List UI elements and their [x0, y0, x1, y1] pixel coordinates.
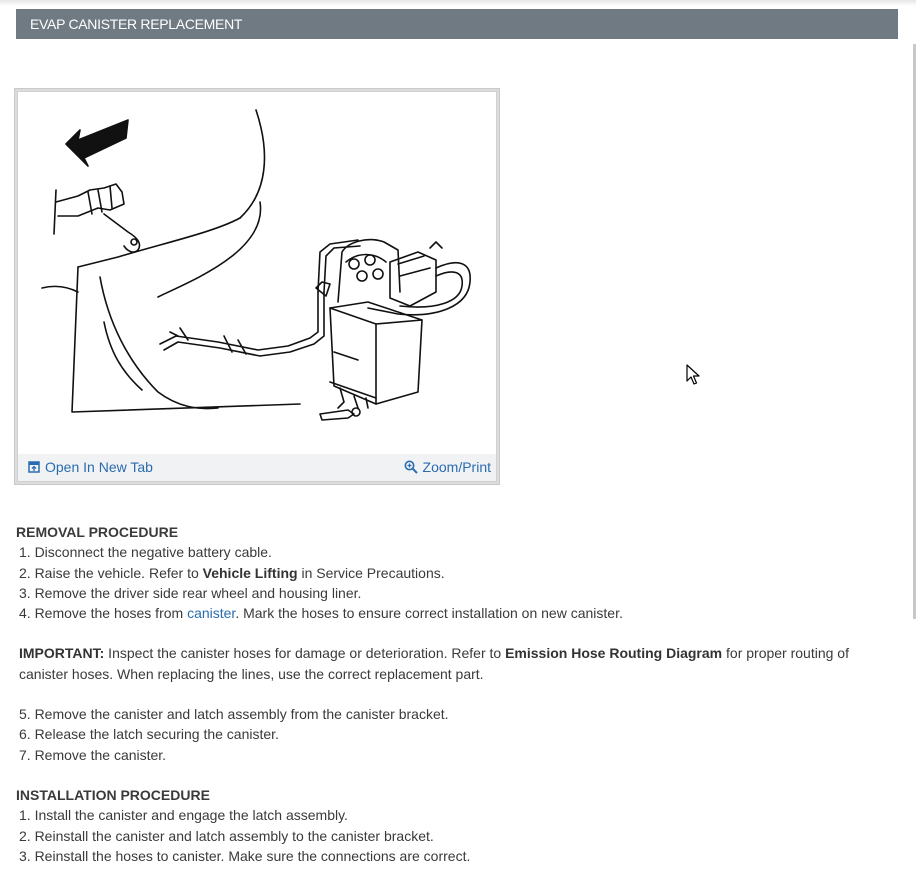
zoom-print-label: Zoom/Print — [422, 459, 491, 475]
installation-step-3: 3. Reinstall the hoses to canister. Make sure the connections are correct. — [19, 847, 471, 864]
zoom-magnifier-icon — [404, 460, 418, 474]
mouse-cursor-icon — [686, 364, 700, 386]
removal-heading: REMOVAL PROCEDURE — [16, 524, 179, 540]
figure-panel — [14, 88, 500, 485]
spacer — [16, 623, 900, 643]
procedure-content — [16, 522, 900, 866]
removal-step-3: 3. Remove the driver side rear wheel and housing liner. — [19, 584, 362, 601]
open-in-new-tab-label: Open In New Tab — [45, 459, 153, 475]
installation-step-1: 1. Install the canister and engage the latch assembly. — [19, 807, 348, 824]
installation-heading: INSTALLATION PROCEDURE — [16, 786, 210, 803]
figure-frame — [17, 91, 497, 482]
emission-hose-diagram-ref: Emission Hose Routing Diagram — [505, 645, 723, 662]
important-text-suffix: for proper routing of canister hoses. When replacing the lines, use the correct replacement part. — [19, 645, 849, 682]
page-title: EVAP CANISTER REPLACEMENT — [16, 9, 898, 39]
removal-step-2-suffix: in Service Precautions. — [297, 564, 445, 581]
spacer — [16, 684, 900, 704]
open-new-tab-icon — [28, 461, 40, 473]
figure-toolbar — [18, 454, 496, 481]
removal-step-6: 6. Release the latch securing the canister. — [19, 726, 279, 743]
removal-step-7: 7. Remove the canister. — [19, 746, 167, 763]
removal-step-5: 5. Remove the canister and latch assembly from the canister bracket. — [19, 706, 449, 723]
removal-step-1: 1. Disconnect the negative battery cable. — [19, 544, 272, 561]
zoom-print-link[interactable] — [404, 459, 491, 475]
open-in-new-tab-link[interactable] — [28, 459, 153, 475]
removal-step-4 — [16, 603, 900, 623]
important-label: IMPORTANT: — [19, 645, 105, 662]
top-edge — [0, 0, 916, 6]
installation-step-2: 2. Reinstall the canister and latch assembly to the canister bracket. — [19, 827, 434, 844]
canister-link[interactable]: canister — [187, 605, 236, 622]
removal-step-2-text: 2. Raise the vehicle. Refer to — [19, 564, 203, 581]
important-note — [16, 643, 900, 684]
important-text: Inspect the canister hoses for damage or deterioration. Refer to — [104, 645, 506, 662]
evap-canister-diagram[interactable] — [18, 92, 496, 457]
removal-step-2 — [16, 563, 900, 583]
removal-step-4-suffix: . Mark the hoses to ensure correct installation on new canister. — [235, 605, 623, 622]
vehicle-lifting-ref: Vehicle Lifting — [202, 564, 298, 581]
spacer — [16, 765, 900, 785]
removal-step-4-text: 4. Remove the hoses from — [19, 605, 188, 622]
